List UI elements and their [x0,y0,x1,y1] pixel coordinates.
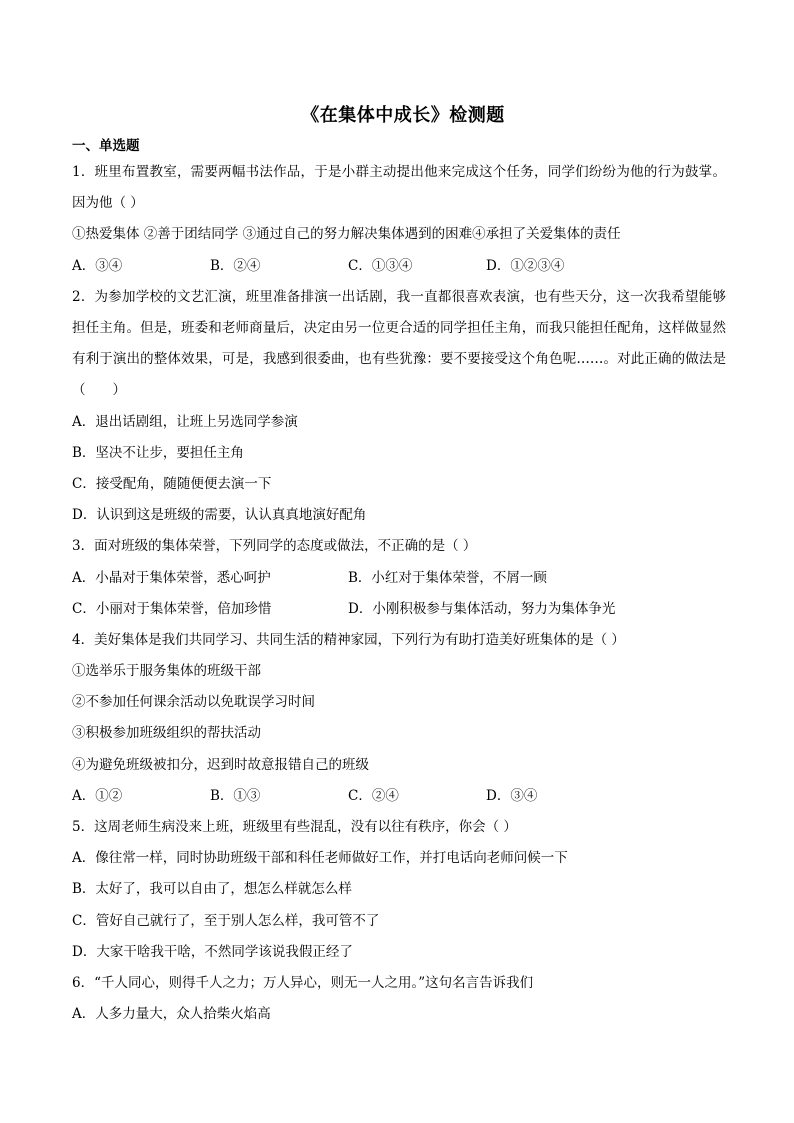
question-4-statement-1: ①选举乐于服务集体的班级干部 [72,663,261,680]
option-d: D．大家干啥我干啥，不然同学该说我假正经了 [72,943,353,960]
option-c: C．①③④ [348,257,413,274]
option-d: D．认识到这是班级的需要，认认真真地演好配角 [72,507,367,524]
question-3-options-row-2 [72,594,734,625]
option-c: C．小丽对于集体荣誉，倍加珍惜 [72,600,272,617]
question-1-statements: ①热爱集体 ②善于团结同学 ③通过自己的努力解决集体遇到的困难④承担了关爱集体的责任 [72,226,621,243]
option-d: D．③④ [486,787,538,804]
question-4-statement-3: ③积极参加班级组织的帮扶活动 [72,725,261,742]
question-4-statement-2: ②不参加任何课余活动以免耽误学习时间 [72,694,315,711]
option-d: D．小刚积极参与集体活动，努力为集体争光 [348,600,616,617]
option-b: B．太好了，我可以自由了，想怎么样就怎么样 [72,881,352,898]
option-c: C．管好自己就行了，至于别人怎么样，我可管不了 [72,912,380,929]
section-heading: 一、单选题 [72,138,140,154]
option-b: B．小红对于集体荣誉，不屑一顾 [348,569,547,586]
question-4-stem: 4．美好集体是我们共同学习、共同生活的精神家园，下列行为有助打造美好班集体的是（ ） [72,631,625,648]
option-a: A．③④ [72,257,123,274]
question-5-stem: 5．这周老师生病没来上班，班级里有些混乱，没有以往有秩序，你会（ ） [72,819,517,836]
question-1-options [72,251,734,282]
option-a: A．退出话剧组，让班上另选同学参演 [72,413,298,430]
option-b: B．②④ [210,257,261,274]
option-c: C．②④ [348,787,399,804]
question-4-options [72,781,734,812]
question-4-statement-4: ④为避免班级被扣分，迟到时故意报错自己的班级 [72,756,369,773]
page-title: 《在集体中成长》检测题 [301,105,505,126]
option-b: B．坚决不让步，要担任主角 [72,444,244,461]
option-c: C．接受配角，随随便便去演一下 [72,475,272,492]
question-3-stem: 3．面对班级的集体荣誉，下列同学的态度或做法，不正确的是（ ） [72,538,477,555]
question-2-stem: 2．为参加学校的文艺汇演，班里准备排演一出话剧，我一直都很喜欢表演，也有些天分，这一次我希望能够担任主角。但是，班委和老师商量后，决定由另一位更合适的同学担任主角，而我只能担任配角，这样做显然有利于演出的整体效果，可是，我感到很委曲，也有些犹豫：要不要接受这个角色呢……。对此正确的做法是（ ） [72,288,726,399]
question-1-stem: 1．班里布置教室，需要两幅书法作品，于是小群主动提出他来完成这个任务，同学们纷纷为他的行为鼓掌。因为他（ ） [72,164,726,212]
option-d: D．①②③④ [486,257,565,274]
option-a: A．像往常一样，同时协助班级干部和科任老师做好工作，并打电话向老师问候一下 [72,850,568,867]
option-b: B．①③ [210,787,261,804]
question-6-stem: 6．“千人同心，则得千人之力；万人异心，则无一人之用。”这句名言告诉我们 [72,974,534,991]
question-3-options-row-1 [72,563,734,594]
option-a: A．小晶对于集体荣誉，悉心呵护 [72,569,271,586]
option-a: A．人多力量大，众人拾柴火焰高 [72,1006,271,1023]
option-a: A．①② [72,787,123,804]
